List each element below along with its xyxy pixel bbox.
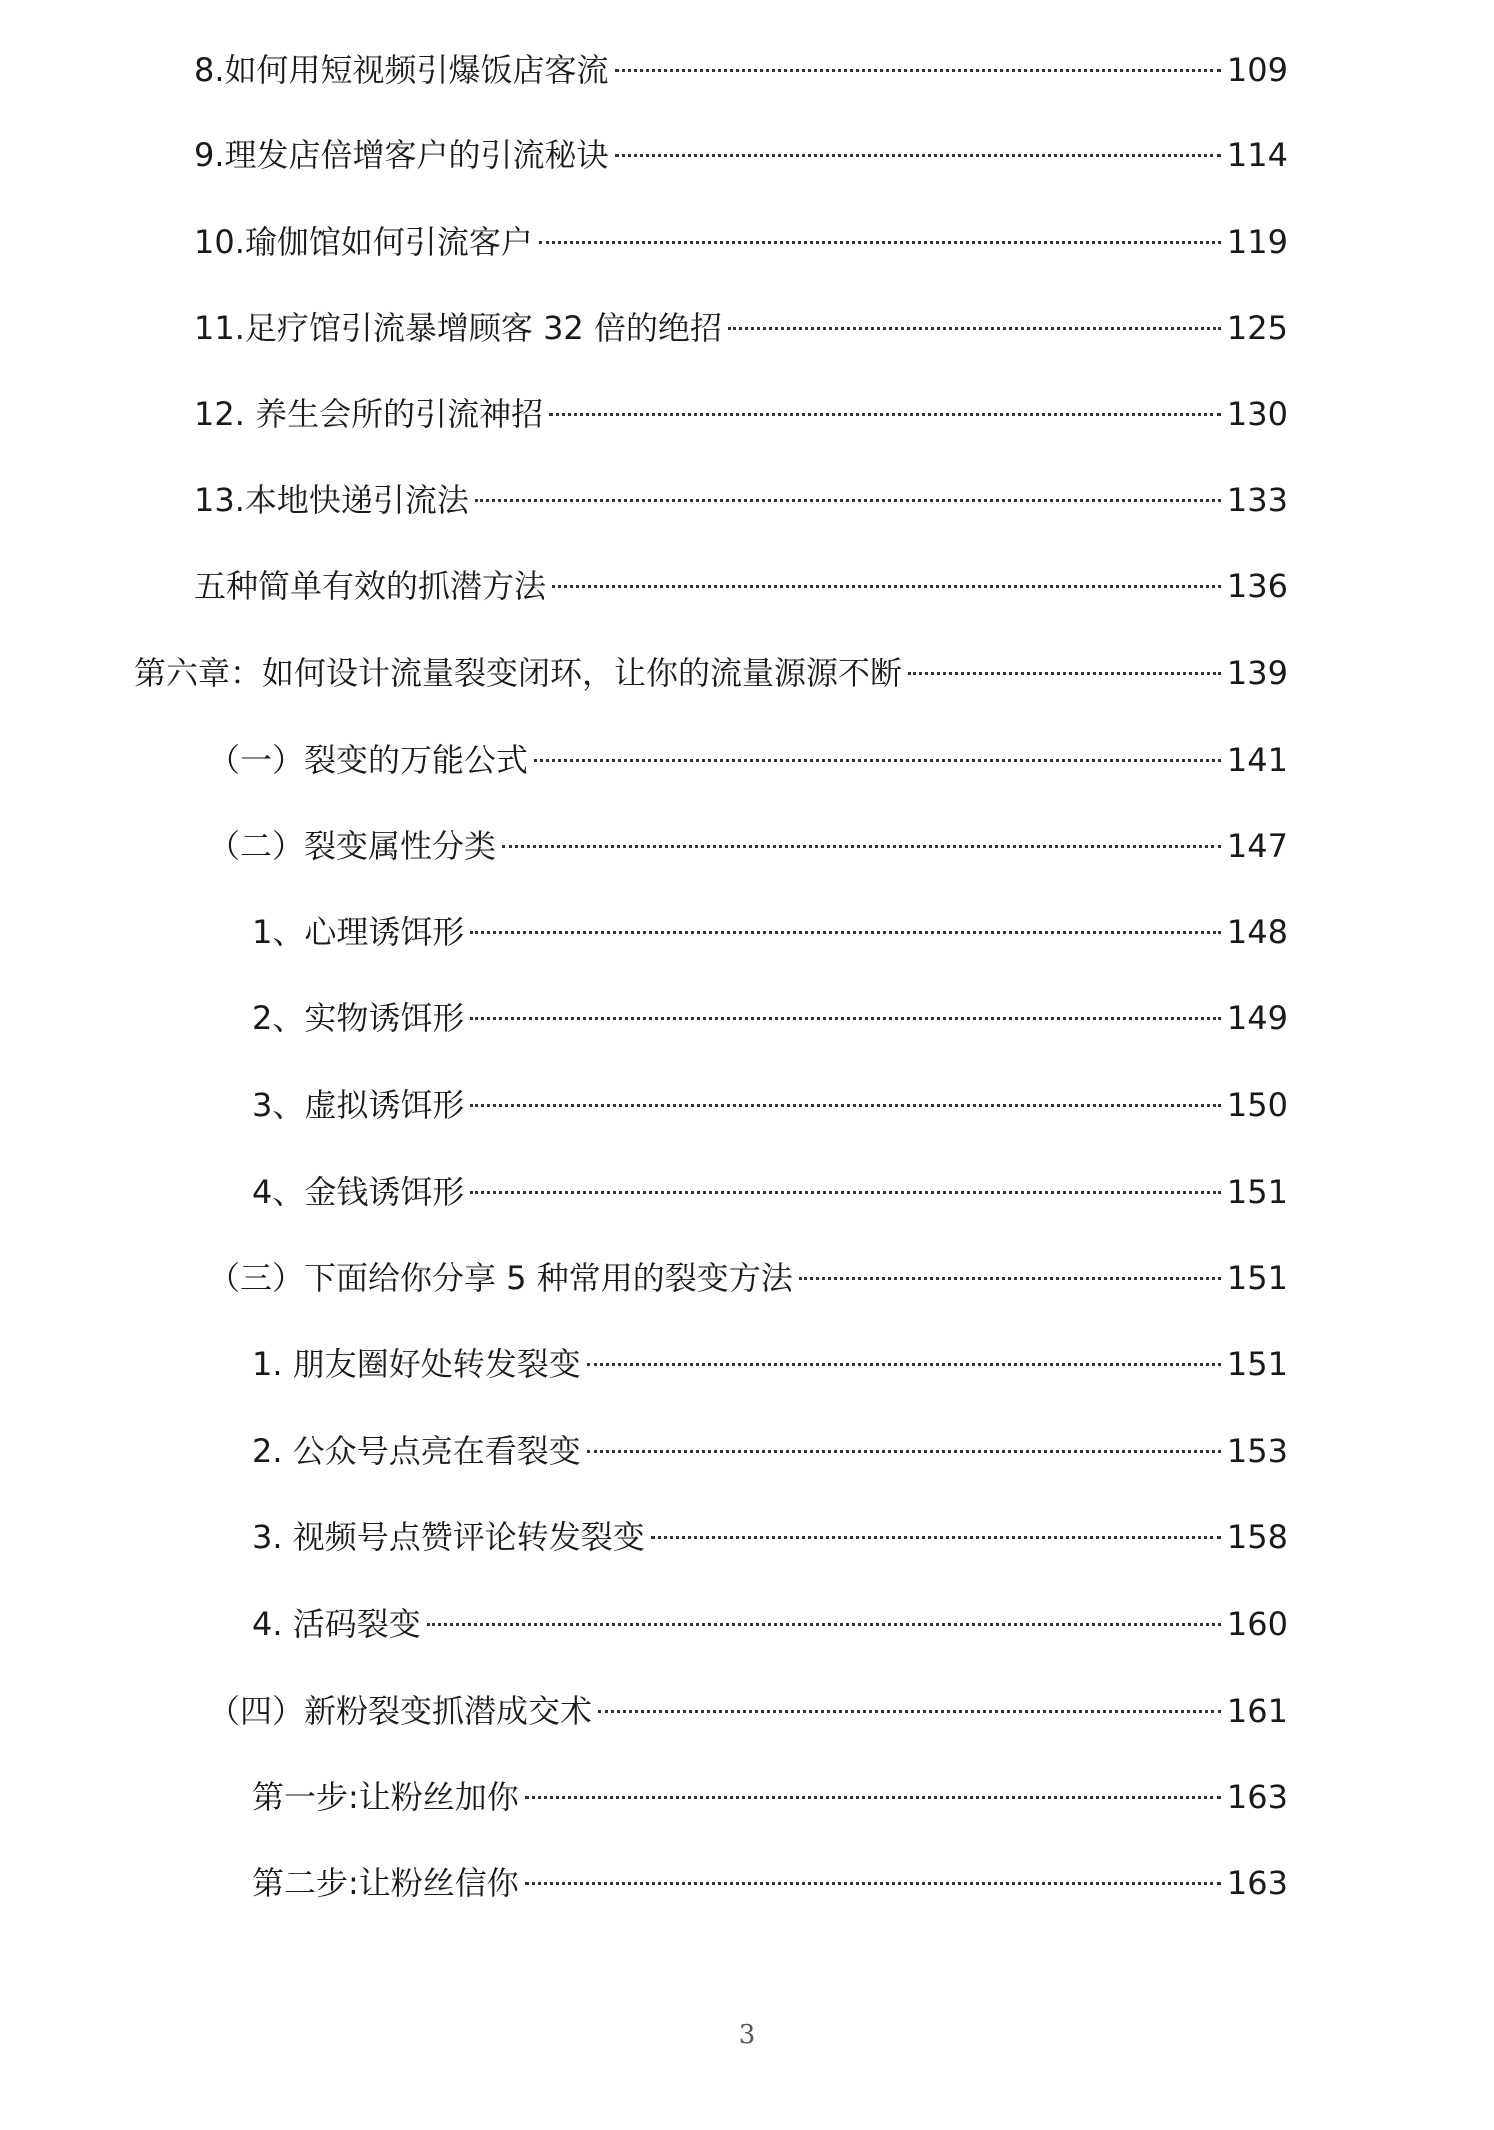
toc-entry-page: 119 bbox=[1226, 223, 1288, 261]
toc-entry-page: 109 bbox=[1226, 51, 1288, 89]
toc-entry[interactable] bbox=[252, 1077, 1288, 1133]
toc-leader-dots bbox=[587, 1363, 1221, 1366]
toc-leader-dots bbox=[587, 1450, 1221, 1453]
toc-entry-page: 158 bbox=[1226, 1518, 1288, 1556]
toc-leader-dots bbox=[552, 585, 1221, 588]
toc-entry-title: 3、虚拟诱饵形 bbox=[252, 1086, 465, 1124]
toc-entry[interactable] bbox=[208, 1250, 1288, 1306]
toc-entry-title: 五种简单有效的抓潜方法 bbox=[194, 567, 547, 605]
toc-entry[interactable] bbox=[194, 472, 1288, 528]
toc-entry[interactable] bbox=[252, 1164, 1288, 1220]
toc-leader-dots bbox=[470, 1017, 1221, 1020]
toc-leader-dots bbox=[651, 1536, 1221, 1539]
toc-leader-dots bbox=[534, 759, 1221, 762]
toc-entry-title: 9.理发店倍增客户的引流秘诀 bbox=[194, 136, 609, 174]
toc-entry-title: 4. 活码裂变 bbox=[252, 1605, 421, 1643]
toc-leader-dots bbox=[728, 327, 1221, 330]
toc-entry-page: 130 bbox=[1226, 395, 1288, 433]
toc-chapter-entry[interactable] bbox=[134, 645, 1288, 701]
toc-leader-dots bbox=[615, 154, 1221, 157]
toc-entry-page: 161 bbox=[1226, 1692, 1288, 1730]
toc-entry[interactable] bbox=[252, 1336, 1288, 1392]
toc-leader-dots bbox=[598, 1710, 1221, 1713]
toc-entry-title: 10.瑜伽馆如何引流客户 bbox=[194, 223, 533, 261]
toc-leader-dots bbox=[525, 1796, 1221, 1799]
toc-entry-title: 13.本地快递引流法 bbox=[194, 481, 469, 519]
toc-entry[interactable] bbox=[252, 1855, 1288, 1911]
toc-leader-dots bbox=[615, 69, 1221, 72]
toc-entry[interactable] bbox=[194, 214, 1288, 270]
toc-leader-dots bbox=[549, 413, 1221, 416]
toc-leader-dots bbox=[525, 1882, 1221, 1885]
toc-leader-dots bbox=[502, 845, 1221, 848]
toc-entry-page: 136 bbox=[1226, 567, 1288, 605]
toc-entry-title: 第一步:让粉丝加你 bbox=[252, 1778, 519, 1816]
toc-entry-page: 147 bbox=[1226, 827, 1288, 865]
toc-entry-page: 151 bbox=[1226, 1259, 1288, 1297]
page-number: 3 bbox=[738, 2020, 756, 2050]
toc-entry-page: 151 bbox=[1226, 1345, 1288, 1383]
toc-entry[interactable] bbox=[252, 1769, 1288, 1825]
toc-leader-dots bbox=[470, 931, 1221, 934]
toc-entry-page: 133 bbox=[1226, 481, 1288, 519]
toc-entry-page: 163 bbox=[1226, 1778, 1288, 1816]
toc-entry-title: 2. 公众号点亮在看裂变 bbox=[252, 1432, 581, 1470]
toc-entry[interactable] bbox=[208, 732, 1288, 788]
toc-entry[interactable] bbox=[252, 904, 1288, 960]
toc-entry[interactable] bbox=[194, 558, 1288, 614]
toc-entry-title: 3. 视频号点赞评论转发裂变 bbox=[252, 1518, 645, 1556]
toc-leader-dots bbox=[470, 1104, 1221, 1107]
toc-entry-page: 114 bbox=[1226, 136, 1288, 174]
toc-entry-title: 12. 养生会所的引流神招 bbox=[194, 395, 544, 433]
toc-leader-dots bbox=[475, 499, 1221, 502]
toc-entry[interactable] bbox=[194, 386, 1288, 442]
toc-leader-dots bbox=[539, 241, 1221, 244]
toc-entry-page: 149 bbox=[1226, 999, 1288, 1037]
toc-entry-title: 4、金钱诱饵形 bbox=[252, 1173, 465, 1211]
toc-entry[interactable] bbox=[252, 1423, 1288, 1479]
toc-entry-page: 153 bbox=[1226, 1432, 1288, 1470]
toc-entry[interactable] bbox=[194, 300, 1288, 356]
toc-entry-title: 第六章：如何设计流量裂变闭环，让你的流量源源不断 bbox=[134, 654, 903, 692]
toc-entry[interactable] bbox=[194, 42, 1288, 98]
toc-leader-dots bbox=[908, 672, 1221, 675]
toc-entry[interactable] bbox=[252, 1509, 1288, 1565]
toc-entry-title: （一）裂变的万能公式 bbox=[208, 741, 529, 779]
toc-entry[interactable] bbox=[252, 1596, 1288, 1652]
toc-entry-title: 1、心理诱饵形 bbox=[252, 913, 465, 951]
toc-entry-title: 第二步:让粉丝信你 bbox=[252, 1864, 519, 1902]
toc-leader-dots bbox=[427, 1623, 1221, 1626]
toc-entry-title: 2、实物诱饵形 bbox=[252, 999, 465, 1037]
toc-entry-title: 11.足疗馆引流暴增顾客 32 倍的绝招 bbox=[194, 309, 722, 347]
toc-entry-page: 150 bbox=[1226, 1086, 1288, 1124]
toc-entry[interactable] bbox=[208, 818, 1288, 874]
toc-entry-page: 163 bbox=[1226, 1864, 1288, 1902]
toc-entry-page: 141 bbox=[1226, 741, 1288, 779]
toc-entry-page: 125 bbox=[1226, 309, 1288, 347]
toc-entry-title: （二）裂变属性分类 bbox=[208, 827, 497, 865]
toc-entry-title: （三）下面给你分享 5 种常用的裂变方法 bbox=[208, 1259, 793, 1297]
toc-entry-title: 1. 朋友圈好处转发裂变 bbox=[252, 1345, 581, 1383]
toc-entry[interactable] bbox=[194, 127, 1288, 183]
toc-entry-page: 148 bbox=[1226, 913, 1288, 951]
toc-entry-title: （四）新粉裂变抓潜成交术 bbox=[208, 1692, 593, 1730]
toc-entry[interactable] bbox=[208, 1683, 1288, 1739]
toc-entry-page: 139 bbox=[1226, 654, 1288, 692]
toc-entry-page: 160 bbox=[1226, 1605, 1288, 1643]
toc-entry-page: 151 bbox=[1226, 1173, 1288, 1211]
toc-leader-dots bbox=[470, 1191, 1221, 1194]
toc-leader-dots bbox=[799, 1277, 1221, 1280]
toc-entry-title: 8.如何用短视频引爆饭店客流 bbox=[194, 51, 609, 89]
toc-entry[interactable] bbox=[252, 990, 1288, 1046]
